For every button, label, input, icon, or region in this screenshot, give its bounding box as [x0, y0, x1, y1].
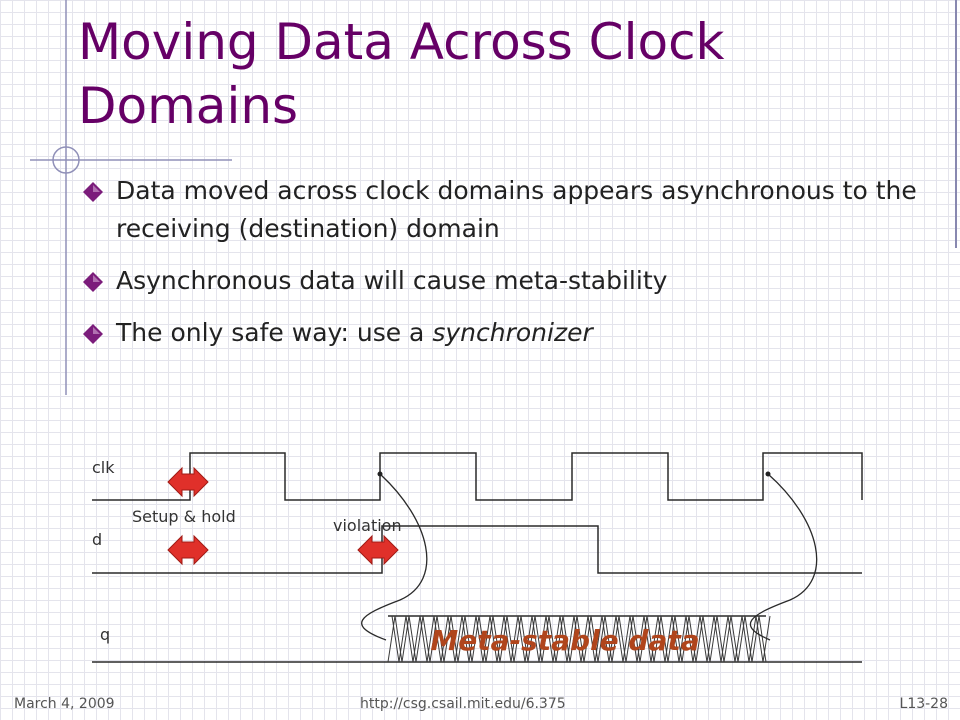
footer-page-number: L13-28	[899, 696, 948, 712]
bullet-emphasis: synchronizer	[432, 318, 593, 347]
violation-label: violation	[333, 516, 402, 535]
footer-date: March 4, 2009	[14, 696, 115, 712]
bullet-text: The only safe way: use a	[116, 318, 433, 347]
d-label: d	[92, 530, 103, 549]
clock-edge-dot-1	[378, 472, 383, 477]
bullet-text: Data moved across clock domains appears asynchronous to the receiving (destination) domain	[116, 176, 917, 243]
violation-arrow-icon	[358, 536, 398, 564]
footer-url: http://csg.csail.mit.edu/6.375	[360, 696, 566, 712]
clock-edge-dot-2	[766, 472, 771, 477]
setup-hold-arrow-d-icon	[168, 536, 208, 564]
setup-hold-label: Setup & hold	[132, 507, 236, 526]
clock-to-q-curve-2	[750, 474, 816, 640]
metastable-label: Meta-stable data	[430, 624, 700, 657]
setup-hold-arrow-clk-icon	[168, 468, 208, 496]
slide-title: Moving Data Across Clock Domains	[78, 13, 725, 135]
clk-waveform	[92, 453, 862, 500]
clk-label: clk	[92, 458, 115, 477]
bullet-text: Asynchronous data will cause meta-stability	[116, 266, 668, 295]
q-label: q	[100, 625, 111, 644]
